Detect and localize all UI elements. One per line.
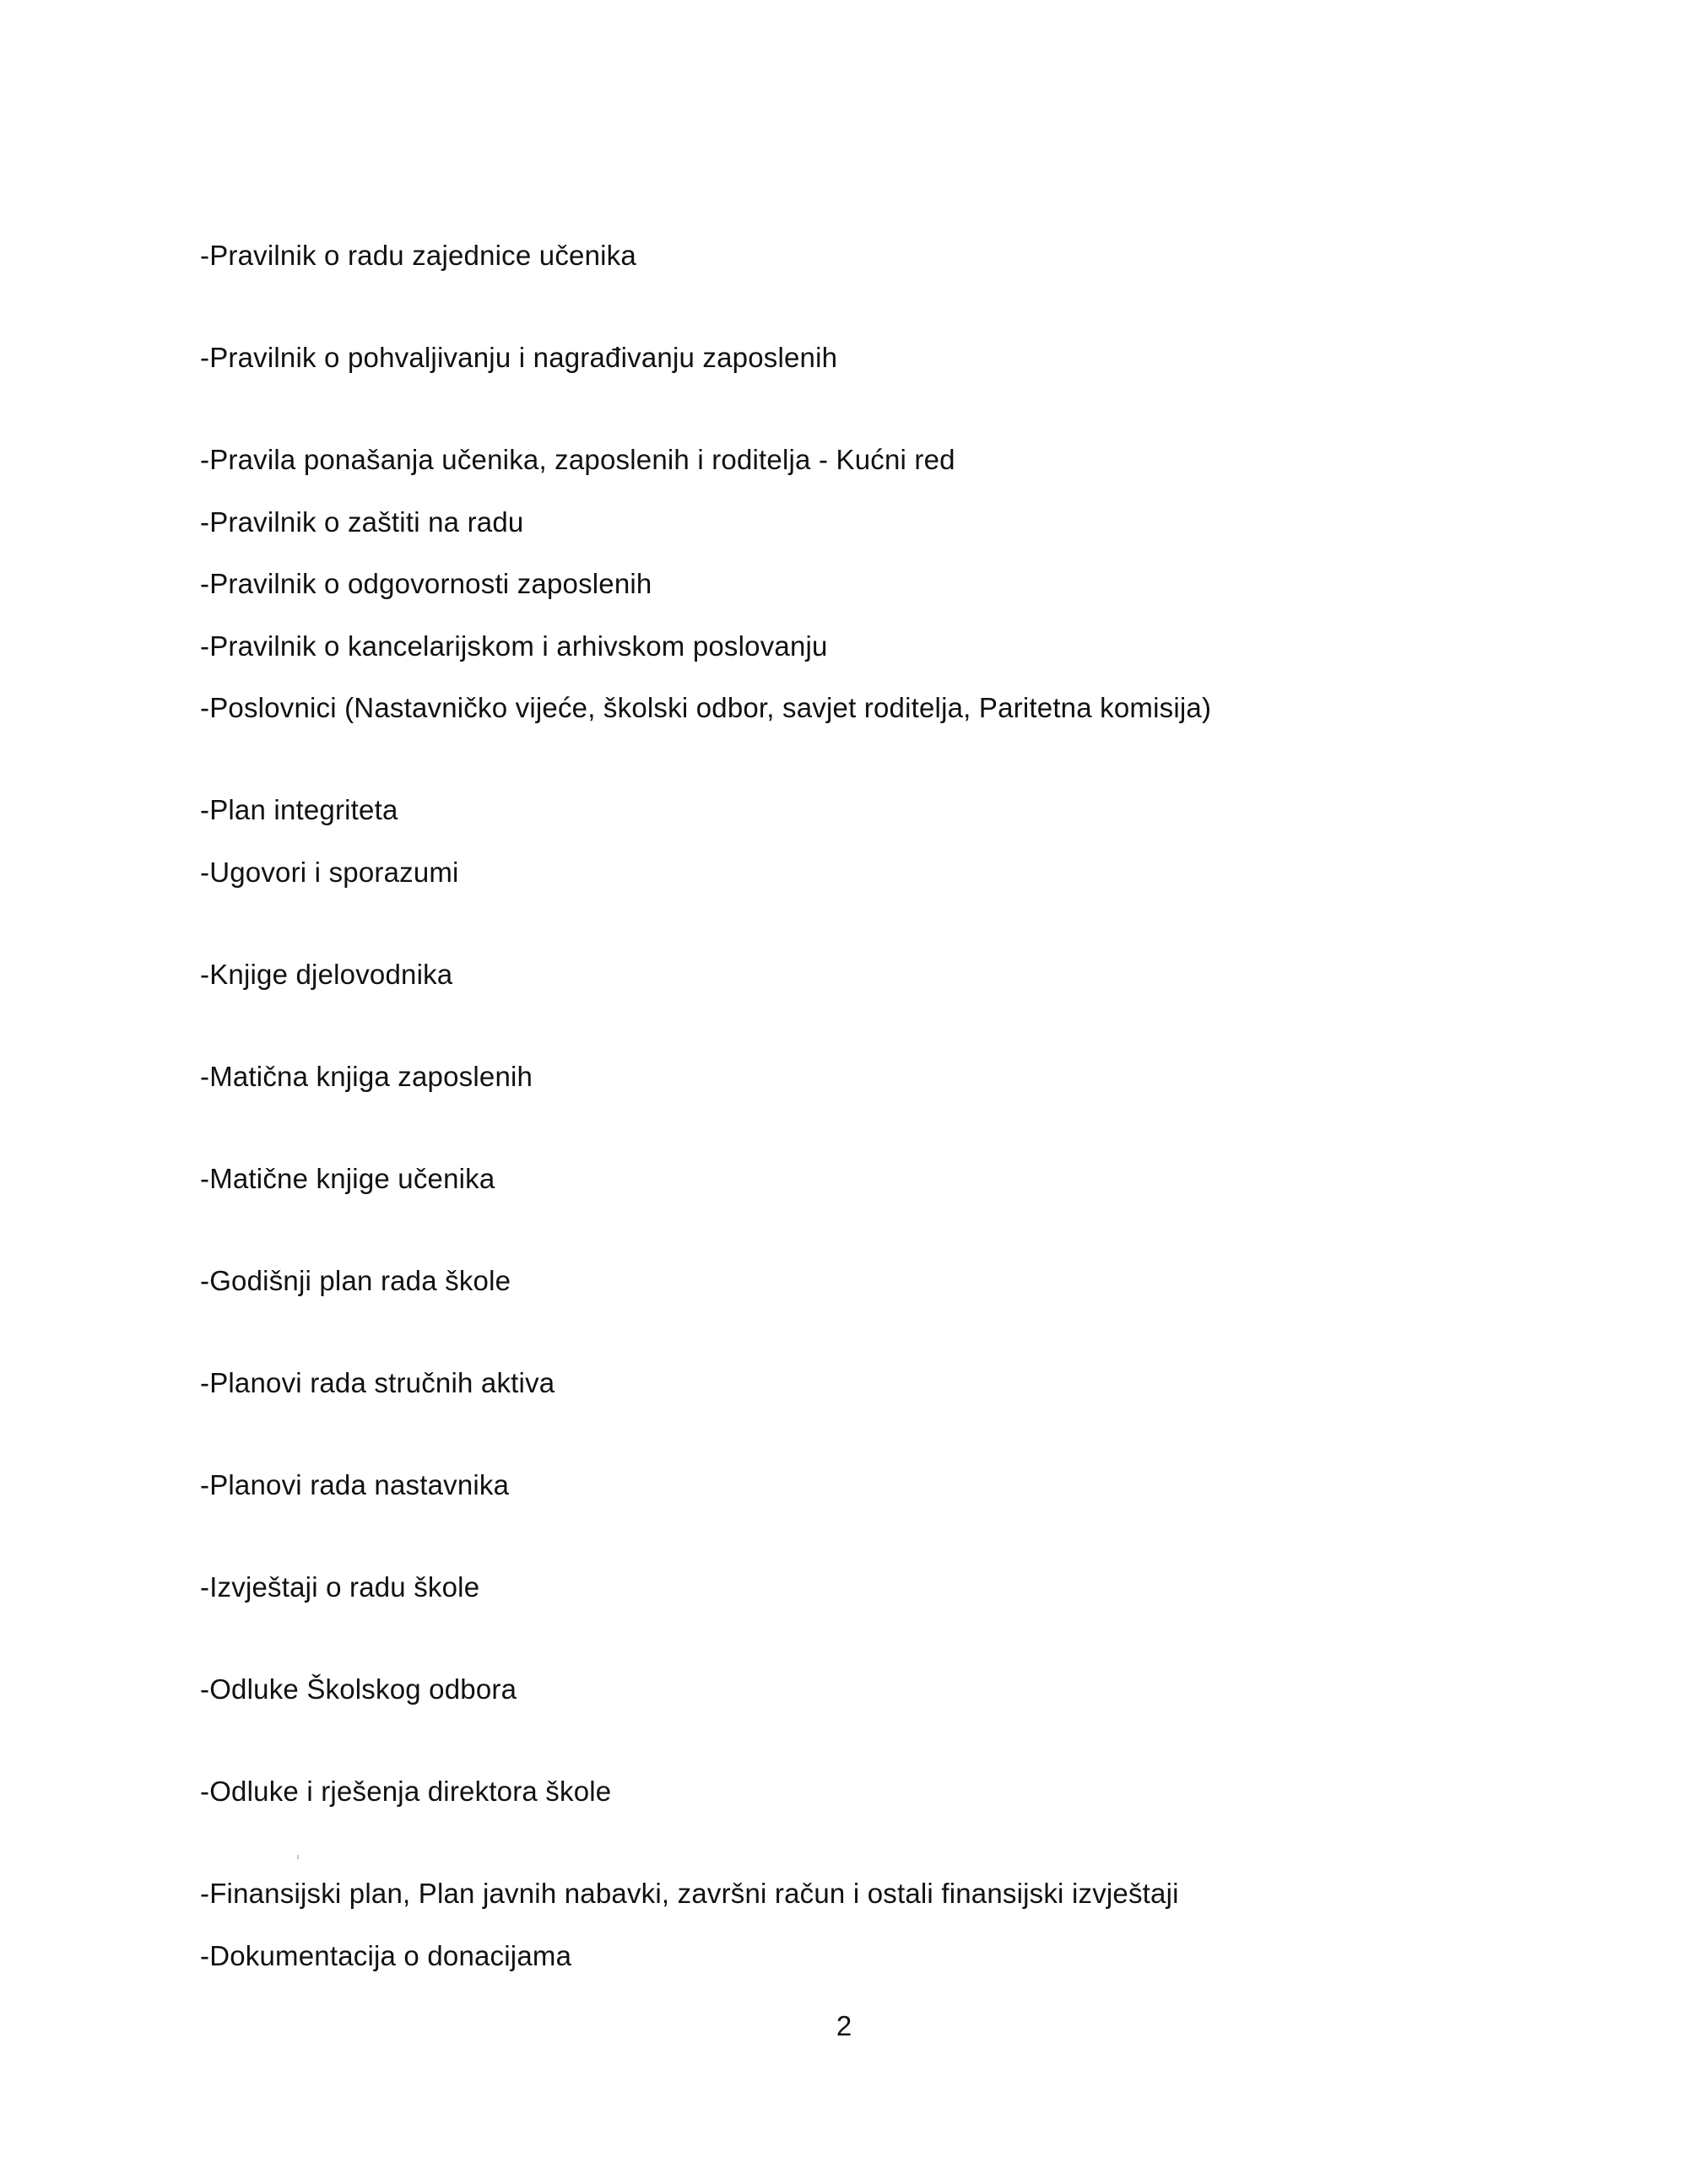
list-item: -Matične knjige učenika (200, 1163, 495, 1194)
list-item: -Dokumentacija o donacijama (200, 1940, 572, 1971)
list-item: -Pravilnik o odgovornosti zaposlenih (200, 568, 652, 599)
list-item: -Pravilnik o pohvaljivanju i nagrađivanju zaposlenih (200, 342, 838, 373)
list-item: -Izvještaji o radu škole (200, 1571, 480, 1603)
list-item: -Ugovori i sporazumi (200, 857, 459, 888)
list-item: -Finansijski plan, Plan javnih nabavki, završni račun i ostali finansijski izvještaji (200, 1878, 1179, 1909)
list-item: -Matična knjiga zaposlenih (200, 1061, 533, 1092)
page-number: 2 (836, 2010, 852, 2041)
list-item: -Pravila ponašanja učenika, zaposlenih i roditelja - Kućni red (200, 444, 955, 475)
list-item: -Pravilnik o zaštiti na radu (200, 506, 524, 538)
list-item: -Odluke Školskog odbora (200, 1673, 517, 1705)
list-item: -Poslovnici (Nastavničko vijeće, školski odbor, savjet roditelja, Paritetna komisija) (200, 692, 1212, 723)
list-item: -Planovi rada stručnih aktiva (200, 1367, 555, 1398)
list-item: -Planovi rada nastavnika (200, 1469, 510, 1500)
list-item: -Odluke i rješenja direktora škole (200, 1776, 612, 1807)
list-item: -Godišnji plan rada škole (200, 1265, 511, 1296)
list-item: -Plan integriteta (200, 794, 398, 825)
list-item: -Pravilnik o radu zajednice učenika (200, 240, 636, 271)
list-item: -Knjige djelovodnika (200, 959, 453, 990)
list-item: -Pravilnik o kancelarijskom i arhivskom poslovanju (200, 630, 828, 662)
scan-speck (297, 1855, 299, 1859)
